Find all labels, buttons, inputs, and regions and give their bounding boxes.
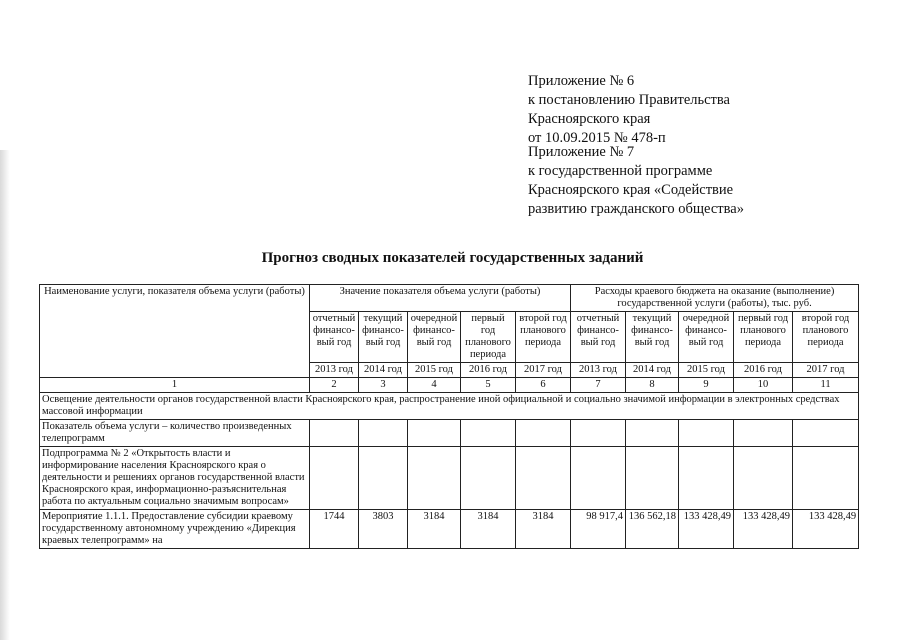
measure-row xyxy=(40,510,859,549)
year-cell: 2015 год xyxy=(408,363,461,378)
appendix-6-block xyxy=(528,72,858,148)
appendix-6-line: Красноярского края xyxy=(528,111,651,127)
empty-cell xyxy=(626,420,679,447)
value-cell: 3803 xyxy=(359,510,408,549)
appendix-7-line: Приложение № 7 xyxy=(528,144,635,160)
indicator-row xyxy=(40,420,859,447)
year-cell: 2016 год xyxy=(734,363,793,378)
period-cell: второй год планового периода xyxy=(793,312,859,363)
empty-cell xyxy=(734,447,793,510)
column-number: 6 xyxy=(516,378,571,393)
empty-cell xyxy=(516,420,571,447)
year-cell: 2016 год xyxy=(461,363,516,378)
value-cell: 1744 xyxy=(310,510,359,549)
year-cell: 2013 год xyxy=(310,363,359,378)
column-number: 8 xyxy=(626,378,679,393)
section-title: Освещение деятельности органов государственной власти Красноярского края, распространение иной официальной и социально значимой информации в электронных средствах массовой информации xyxy=(40,393,859,420)
empty-cell xyxy=(310,447,359,510)
subprogram-label: Подпрограмма № 2 «Открытость власти и информирование населения Красноярского края о деятельности и решениях органов государственной власти Красноярского края, информационно-разъяснительная работа по актуальным социально значимым вопросам» xyxy=(40,447,310,510)
scan-shadow xyxy=(0,150,10,640)
column-number: 3 xyxy=(359,378,408,393)
year-cell: 2014 год xyxy=(626,363,679,378)
value-cell: 3184 xyxy=(408,510,461,549)
empty-cell xyxy=(516,447,571,510)
empty-cell xyxy=(679,447,734,510)
column-number: 1 xyxy=(40,378,310,393)
header-indicator-values: Значение показателя объема услуги (работы) xyxy=(310,285,571,312)
year-cell: 2017 год xyxy=(793,363,859,378)
column-number: 11 xyxy=(793,378,859,393)
value-cell: 3184 xyxy=(461,510,516,549)
year-cell: 2014 год xyxy=(359,363,408,378)
year-cell: 2013 год xyxy=(571,363,626,378)
column-number: 9 xyxy=(679,378,734,393)
year-cell: 2015 год xyxy=(679,363,734,378)
column-number: 7 xyxy=(571,378,626,393)
indicator-label: Показатель объема услуги – количество произведенных телепрограмм xyxy=(40,420,310,447)
value-cell: 136 562,18 xyxy=(626,510,679,549)
section-row xyxy=(40,393,859,420)
empty-cell xyxy=(626,447,679,510)
value-cell: 133 428,49 xyxy=(679,510,734,549)
period-cell: второй год планового периода xyxy=(516,312,571,363)
value-cell: 133 428,49 xyxy=(793,510,859,549)
empty-cell xyxy=(571,447,626,510)
column-number: 10 xyxy=(734,378,793,393)
column-number: 4 xyxy=(408,378,461,393)
empty-cell xyxy=(571,420,626,447)
empty-cell xyxy=(408,447,461,510)
period-cell: отчетный финансо-вый год xyxy=(310,312,359,363)
period-cell: первый год планового периода xyxy=(734,312,793,363)
empty-cell xyxy=(310,420,359,447)
period-cell: текущий финансо-вый год xyxy=(359,312,408,363)
value-cell: 98 917,4 xyxy=(571,510,626,549)
header-service-name: Наименование услуги, показателя объема услуги (работы) xyxy=(40,285,310,378)
column-number: 5 xyxy=(461,378,516,393)
value-cell: 3184 xyxy=(516,510,571,549)
empty-cell xyxy=(461,447,516,510)
appendix-7-block xyxy=(528,143,858,219)
empty-cell xyxy=(461,420,516,447)
year-cell: 2017 год xyxy=(516,363,571,378)
appendix-7-line: Красноярского края «Содействие xyxy=(528,182,734,198)
empty-cell xyxy=(359,447,408,510)
column-number-row xyxy=(40,378,859,393)
indicators-table xyxy=(39,284,859,549)
table-header-row xyxy=(40,285,859,312)
appendix-7-line: к государственной программе xyxy=(528,163,713,179)
appendix-6-line: от 10.09.2015 № 478-п xyxy=(528,130,666,146)
empty-cell xyxy=(359,420,408,447)
period-cell: первый год планового периода xyxy=(461,312,516,363)
appendix-7-line: развитию гражданского общества» xyxy=(528,201,744,217)
period-cell: текущий финансо-вый год xyxy=(626,312,679,363)
period-cell: отчетный финансо-вый год xyxy=(571,312,626,363)
appendix-6-line: к постановлению Правительства xyxy=(528,92,730,108)
empty-cell xyxy=(793,447,859,510)
empty-cell xyxy=(793,420,859,447)
subprogram-row xyxy=(40,447,859,510)
period-cell: очередной финансо-вый год xyxy=(408,312,461,363)
value-cell: 133 428,49 xyxy=(734,510,793,549)
document-title: Прогноз сводных показателей государственных заданий xyxy=(261,250,644,266)
empty-cell xyxy=(679,420,734,447)
column-number: 2 xyxy=(310,378,359,393)
header-budget-expenses: Расходы краевого бюджета на оказание (выполнение) государственной услуги (работы), тыс. руб. xyxy=(571,285,859,312)
measure-label: Мероприятие 1.1.1. Предоставление субсидии краевому государственному автономному учреждению «Дирекция краевых телепрограмм» на xyxy=(40,510,310,549)
empty-cell xyxy=(734,420,793,447)
empty-cell xyxy=(408,420,461,447)
appendix-6-line: Приложение № 6 xyxy=(528,73,635,89)
period-cell: очередной финансо-вый год xyxy=(679,312,734,363)
